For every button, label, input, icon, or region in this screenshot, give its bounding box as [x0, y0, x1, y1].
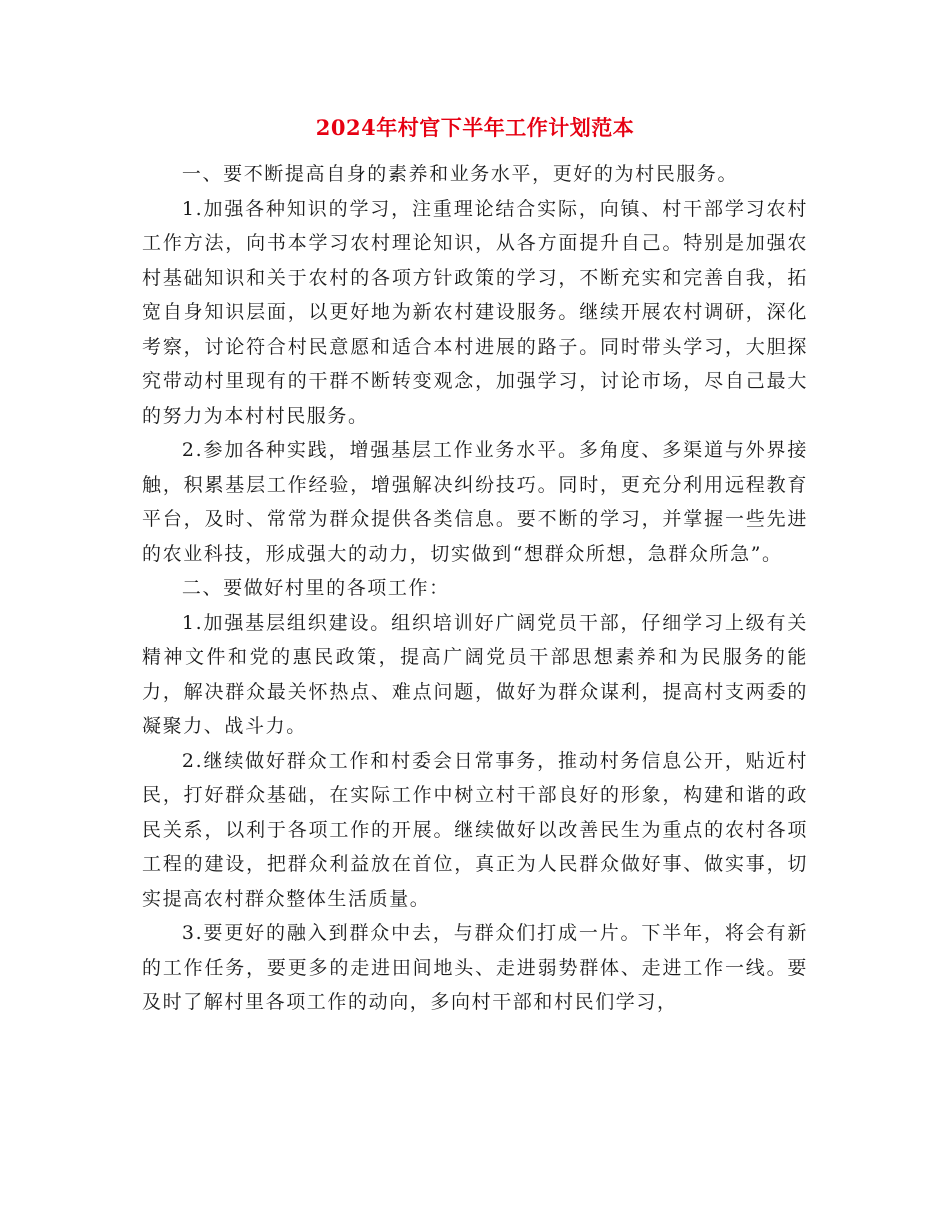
document-body	[142, 157, 808, 1020]
paragraph-1-2: 2.参加各种实践，增强基层工作业务水平。多角度、多渠道与外界接触，积累基层工作经验，增强解决纠纷技巧。同时，更充分利用远程教育平台，及时、常常为群众提供各类信息。要不断的学习，并掌握一些先进的农业科技，形成强大的动力，切实做到“想群众所想，急群众所急”。	[142, 439, 808, 565]
paragraph-section-2-heading: 二、要做好村里的各项工作：	[181, 577, 450, 599]
document-title: 2024年村官下半年工作计划范本	[315, 115, 635, 140]
paragraph-2-3: 3.要更好的融入到群众中去，与群众们打成一片。下半年，将会有新的工作任务，要更多的走进田间地头、走进弱势群体、走进工作一线。要及时了解村里各项工作的动向，多向村干部和村民们学习，	[142, 922, 808, 1013]
paragraph-1-1: 1.加强各种知识的学习，注重理论结合实际，向镇、村干部学习农村工作方法，向书本学习农村理论知识，从各方面提升自己。特别是加强农村基础知识和关于农村的各项方针政策的学习，不断充实和完善自我，拓宽自身知识层面，以更好地为新农村建设服务。继续开展农村调研，深化考察，讨论符合村民意愿和适合本村进展的路子。同时带头学习，大胆探究带动村里现有的干群不断转变观念，加强学习，讨论市场，尽自己最大的努力为本村村民服务。	[142, 197, 808, 427]
paragraph-2-1: 1.加强基层组织建设。组织培训好广阔党员干部，仔细学习上级有关精神文件和党的惠民政策，提高广阔党员干部思想素养和为民服务的能力，解决群众最关怀热点、难点问题，做好为群众谋利，提高村支两委的凝聚力、战斗力。	[142, 611, 808, 737]
paragraph-2-2: 2.继续做好群众工作和村委会日常事务，推动村务信息公开，贴近村民，打好群众基础，在实际工作中树立村干部良好的形象，构建和谐的政民关系，以利于各项工作的开展。继续做好以改善民生为重点的农村各项工程的建设，把群众利益放在首位，真正为人民群众做好事、做实事，切实提高农村群众整体生活质量。	[142, 749, 808, 910]
paragraph-section-1-heading: 一、要不断提高自身的素养和业务水平，更好的为村民服务。	[181, 163, 739, 185]
